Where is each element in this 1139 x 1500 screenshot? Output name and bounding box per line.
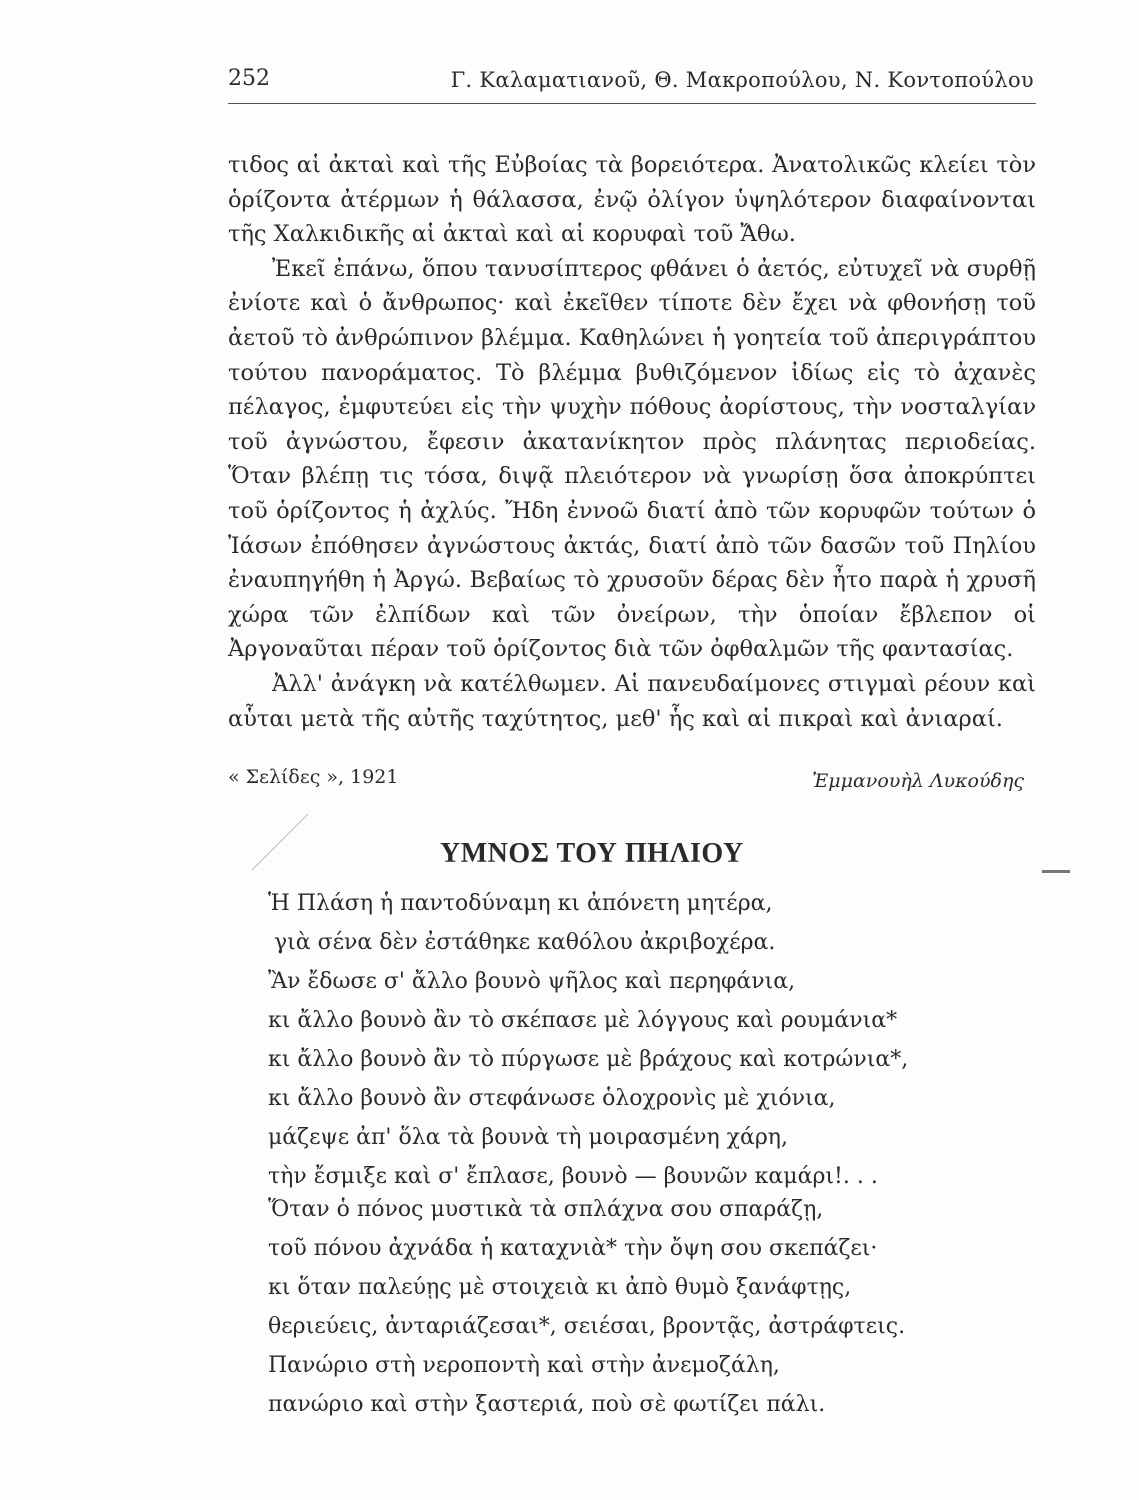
prose-text	[228, 148, 1036, 736]
poem-title: ΥΜΝΟΣ ΤΟΥ ΠΗΛΙΟΥ	[440, 838, 744, 869]
header-rule	[228, 103, 1036, 104]
poem-verse: κι ἄλλο βουνὸ ἂν στεφάνωσε ὁλοχρονὶς μὲ χιόνια,	[268, 1086, 836, 1111]
poem-verse: θεριεύεις, ἀνταριάζεσαι*, σειέσαι, βροντᾷς, ἀστράφτεις.	[268, 1314, 906, 1339]
source-author: Ἐμμανουὴλ Λυκούδης	[812, 770, 1024, 792]
poem-verse: Ἡ Πλάση ἡ παντοδύναμη κι ἀπόνετη μητέρα,	[268, 891, 773, 916]
poem-verse: τὴν ἔσμιξε καὶ σ' ἔπλασε, βουνὸ — βουνῶν καμάρι!. . .	[268, 1164, 878, 1189]
prose-paragraph: τιδος αἱ ἀκταὶ καὶ τῆς Εὐβοίας τὰ βορειότερα. Ἀνατολικῶς κλείει τὸν ὁρίζοντα ἀτέρμων ἡ θάλασσα, ἐνῷ ὀλίγον ὑψηλότερον διαφαίνονται τῆς Χαλκιδικῆς αἱ ἀκταὶ καὶ αἱ κορυφαὶ τοῦ Ἄθω.	[228, 152, 1036, 248]
source-citation	[228, 766, 1036, 796]
poem-verse: κι ἄλλο βουνὸ ἂν τὸ πύργωσε μὲ βράχους καὶ κοτρώνια*,	[268, 1047, 909, 1072]
prose-paragraph: Ἀλλ' ἀνάγκη νὰ κατέλθωμεν. Αἱ πανευδαίμονες στιγμαὶ ρέουν καὶ αὗται μετὰ τῆς αὐτῆς ταχύτητος, μεθ' ἧς καὶ αἱ πικραὶ καὶ ἀνιαραί.	[228, 670, 1036, 732]
poem-verse: μάζεψε ἀπ' ὅλα τὰ βουνὰ τὴ μοιρασμένη χάρη,	[268, 1125, 788, 1150]
poem-verse: Πανώριο στὴ νεροποντὴ καὶ στὴν ἀνεμοζάλη,	[268, 1353, 780, 1378]
poem-verse: Ἂν ἔδωσε σ' ἄλλο βουνὸ ψῆλος καὶ περηφάνια,	[268, 969, 796, 994]
pencil-mark	[250, 812, 310, 872]
running-title: Γ. Καλαματιανοῦ, Θ. Μακροπούλου, Ν. Κοντοπούλου	[450, 68, 1034, 92]
page-number: 252	[228, 66, 270, 91]
source-publication: « Σελίδες », 1921	[228, 766, 399, 788]
poem-verse: τοῦ πόνου ἀχνάδα ἡ καταχνιὰ* τὴν ὄψη σου σκεπάζει·	[268, 1236, 878, 1261]
poem-stanza-1	[268, 884, 1028, 1196]
prose-paragraph: Ἐκεῖ ἐπάνω, ὅπου τανυσίπτερος φθάνει ὁ ἀετός, εὐτυχεῖ νὰ συρθῇ ἐνίοτε καὶ ὁ ἄνθρωπος· καὶ ἐκεῖθεν τίποτε δὲν ἔχει νὰ φθονήσῃ τοῦ ἀετοῦ τὸ ἀνθρώπινον βλέμμα. Καθηλώνει ἡ γοητεία τοῦ ἀπεριγράπτου τούτου πανοράματος. Τὸ βλέμμα βυθιζόμενον ἰδίως εἰς τὸ ἀχανὲς πέλαγος, ἐμφυτεύει εἰς τὴν ψυχὴν πόθους ἀορίστους, τὴν νοσταλγίαν τοῦ ἀγνώστου, ἔφεσιν ἀκατανίκητον πρὸς πλάνητας περιοδείας. Ὅταν βλέπῃ τις τόσα, διψᾷ πλειότερον νὰ γνωρίσῃ ὅσα ἀποκρύπτει τοῦ ὁρίζοντος ἡ ἀχλύς. Ἤδη ἐννοῶ διατί ἀπὸ τῶν κορυφῶν τούτων ὁ Ἰάσων ἐπόθησεν ἀγνώστους ἀκτάς, διατί ἀπὸ τῶν δασῶν τοῦ Πηλίου ἐναυπηγήθη ἡ Ἀργώ. Βεβαίως τὸ χρυσοῦν δέρας δὲν ἦτο παρὰ ἡ χρυσῆ χώρα τῶν ἐλπίδων καὶ τῶν ὀνείρων, τὴν ὁποίαν ἔβλεπον οἱ Ἀργοναῦται πέραν τοῦ ὁρίζοντος διὰ τῶν ὀφθαλμῶν τῆς φαντασίας.	[228, 255, 1036, 663]
poem-verse: πανώριο καὶ στὴν ξαστεριά, ποὺ σὲ φωτίζει πάλι.	[268, 1392, 826, 1417]
poem-verse: γιὰ σένα δὲν ἐστάθηκε καθόλου ἀκριβοχέρα.	[274, 930, 776, 955]
poem-stanza-2	[268, 1190, 1028, 1424]
poem-verse: κι ὅταν παλεύῃς μὲ στοιχειὰ κι ἀπὸ θυμὸ ξανάφτῃς,	[268, 1275, 852, 1300]
poem-verse: κι ἄλλο βουνὸ ἂν τὸ σκέπασε μὲ λόγγους καὶ ρουμάνια*	[268, 1008, 898, 1033]
scan-mark	[1042, 870, 1070, 873]
running-head	[228, 66, 1034, 106]
poem-verse: Ὅταν ὁ πόνος μυστικὰ τὰ σπλάχνα σου σπαράζῃ,	[268, 1197, 824, 1222]
